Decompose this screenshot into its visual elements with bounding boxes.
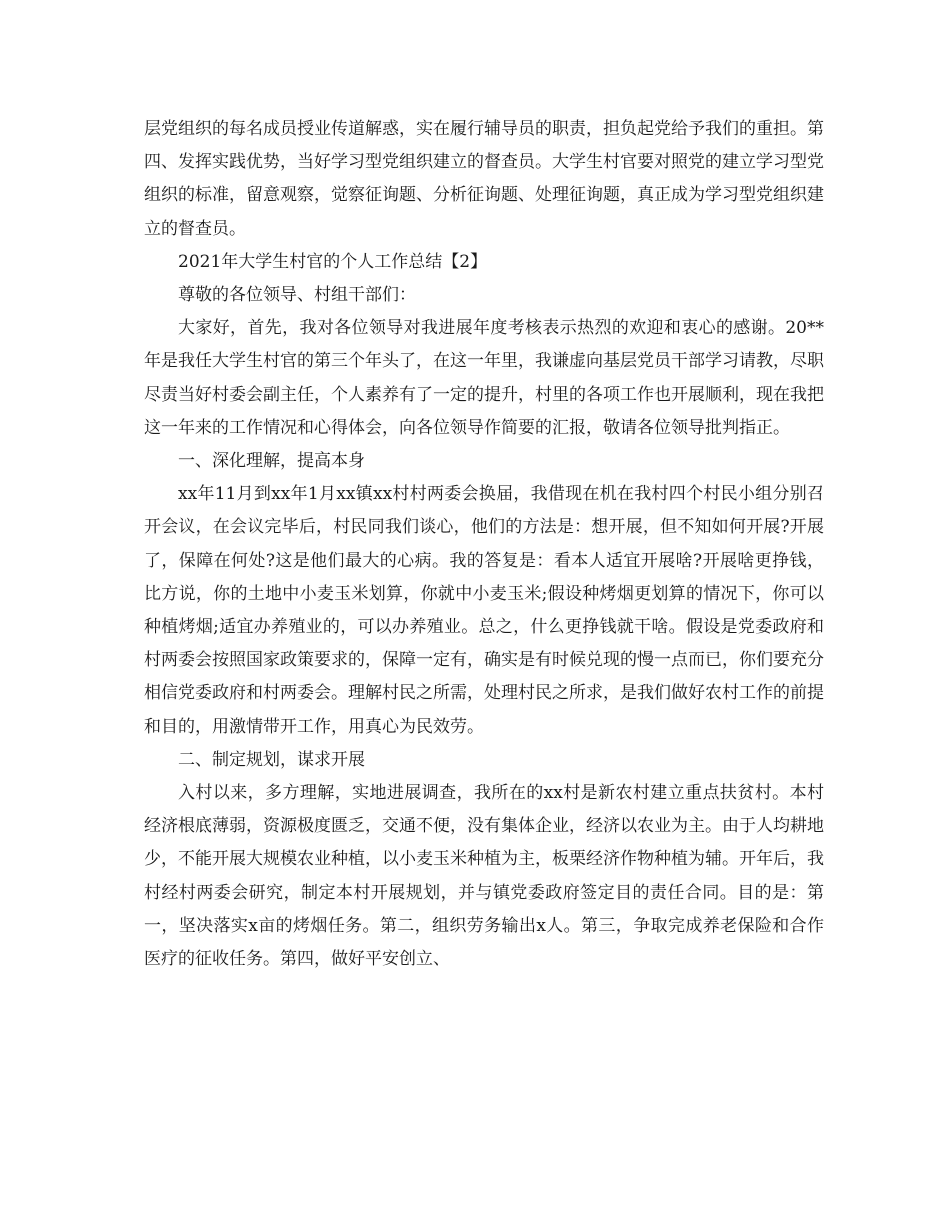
salutation: 尊敬的各位领导、村组干部们： [178, 285, 416, 306]
section-title: 2021年大学生村官的个人工作总结【2】 [178, 251, 488, 272]
subheading-two: 二、制定规划，谋求开展 [178, 749, 365, 770]
subheading-one: 一、深化理解，提高本身 [178, 451, 365, 472]
document-body [144, 113, 824, 976]
paragraph-two: 入村以来，多方理解，实地进展调查，我所在的xx村是新农村建立重点扶贫村。本村经济根底薄弱，资源极度匮乏，交通不便，没有集体企业，经济以农业为主。由于人均耕地少，不能开展大规模农业种植，以小麦玉米种植为主，板栗经济作物种植为辅。开年后，我村经村两委会研究，制定本村开展规划，并与镇党委政府签定目的责任合同。目的是：第一，坚决落实x亩的烤烟任务。第二，组织劳务输出x人。第三，争取完成养老保险和合作医疗的征收任务。第四，做好平安创立、 [144, 783, 824, 970]
paragraph-intro: 大家好，首先，我对各位领导对我进展年度考核表示热烈的欢迎和衷心的感谢。20**年是我任大学生村官的第三个年头了，在这一年里，我谦虚向基层党员干部学习请教，尽职尽责当好村委会副主任，个人素养有了一定的提升，村里的各项工作也开展顺利，现在我把这一年来的工作情况和心得体会，向各位领导作简要的汇报，敬请各位领导批判指正。 [144, 318, 824, 438]
paragraph-one: xx年11月到xx年1月xx镇xx村村两委会换届，我借现在机在我村四个村民小组分别召开会议，在会议完毕后，村民同我们谈心，他们的方法是：想开展，但不知如何开展?开展了，保障在何处?这是他们最大的心病。我的答复是：看本人适宜开展啥?开展啥更挣钱，比方说，你的土地中小麦玉米划算，你就中小麦玉米;假设种烤烟更划算的情况下，你可以种植烤烟;适宜办养殖业的，可以办养殖业。总之，什么更挣钱就干啥。假设是党委政府和村两委会按照国家政策要求的，保障一定有，确实是有时候兑现的慢一点而已，你们要充分相信党委政府和村两委会。理解村民之所需，处理村民之所求，是我们做好农村工作的前提和目的，用激情带开工作，用真心为民效劳。 [144, 484, 824, 737]
paragraph-continuation: 层党组织的每名成员授业传道解惑，实在履行辅导员的职责，担负起党给予我们的重担。第四、发挥实践优势，当好学习型党组织建立的督查员。大学生村官要对照党的建立学习型党组织的标准，留意观察，觉察征询题、分析征询题、处理征询题，真正成为学习型党组织建立的督查员。 [144, 119, 824, 239]
